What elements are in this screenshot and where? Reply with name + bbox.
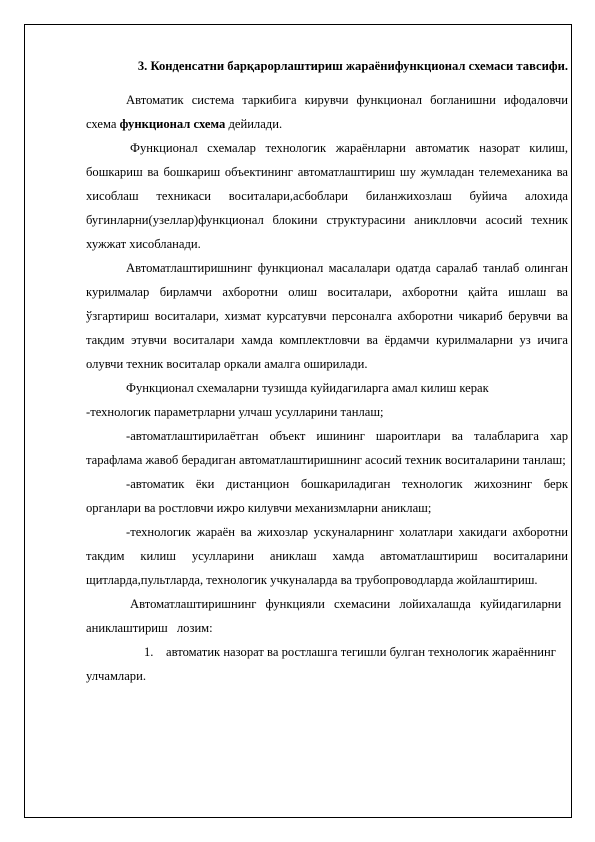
list-item: -технологик жараён ва жихозлар ускуналарнинг холатлари хакидаги ахборотни такдим килиш усулларини аниклаш хамда автоматлаштириш воситаларини щитларда,пультларда, технологик учкуналарда ва трубопроводларда жойлаштириш.	[86, 525, 568, 587]
document-body	[86, 54, 568, 688]
item-number: 1.	[144, 645, 154, 659]
list-item: -автоматик ёки дистанцион бошкариладиган технологик жихознинг берк органлари ва ростловчи ижро килувчи механизмларни аниклаш;	[86, 477, 568, 515]
paragraph-text: дейилади.	[225, 117, 283, 131]
list-item: -технологик параметрларни улчаш усулларини танлаш;	[86, 405, 384, 419]
section-heading: 3. Конденсатни барқарорлаштириш жараёнифункционал схемаси тавсифи.	[137, 59, 568, 73]
list-item: -автоматлаштирилаётган объект ишининг шароитлари ва талабларига хар тарафлама жавоб берадиган автоматлаштиришнинг асосий техник воситаларини танлаш;	[86, 429, 568, 467]
paragraph-text: Автоматик система таркибига кирувчи функционал богланишни ифодаловчи схема	[86, 93, 568, 131]
paragraph-requirements: Автоматлаштиришнинг функцияли схемасини лойихалашда куйидагиларни аниклаштириш лозим:	[86, 597, 562, 635]
paragraph-definition	[86, 88, 568, 136]
item-text: автоматик назорат ва ростлашга тегишли булган технологик жараённинг улчамлари.	[86, 645, 556, 683]
paragraph-functional-schemes: Функционал схемалар технологик жараёнларни автоматик назорат килиш, бошкариш ва бошкариш объектининг автоматлаштириш шу жумладан телемеханика ва хисоблаш техникаси воситалари,асбоблари биланжихозлаш буйича алохида бугинларни(узеллар)функционал блокини структурасини аниклловчи асосий техник хужжат хисобланади.	[86, 141, 568, 251]
bold-term: функционал схема	[119, 117, 226, 131]
numbered-item	[86, 640, 568, 688]
paragraph-automation-tasks: Автоматлаштиришнинг функционал масалалари одатда саралаб танлаб олинган курилмалар бирламчи ахборотни олиш воситалари, ахборотни қайта ишлаш ва ўзгартириш воситалари, хизмат курсатувчи персоналга ахборотни чикариб берувчи ва такдим этувчи воситалари хамда комплектловчи ва ёрдамчи курилмаларни уз ичига олувчи техник воситалар оркали амалга оширилади.	[86, 261, 568, 371]
paragraph-rules-intro: Функционал схемаларни тузишда куйидагиларга амал килиш керак	[126, 381, 489, 395]
